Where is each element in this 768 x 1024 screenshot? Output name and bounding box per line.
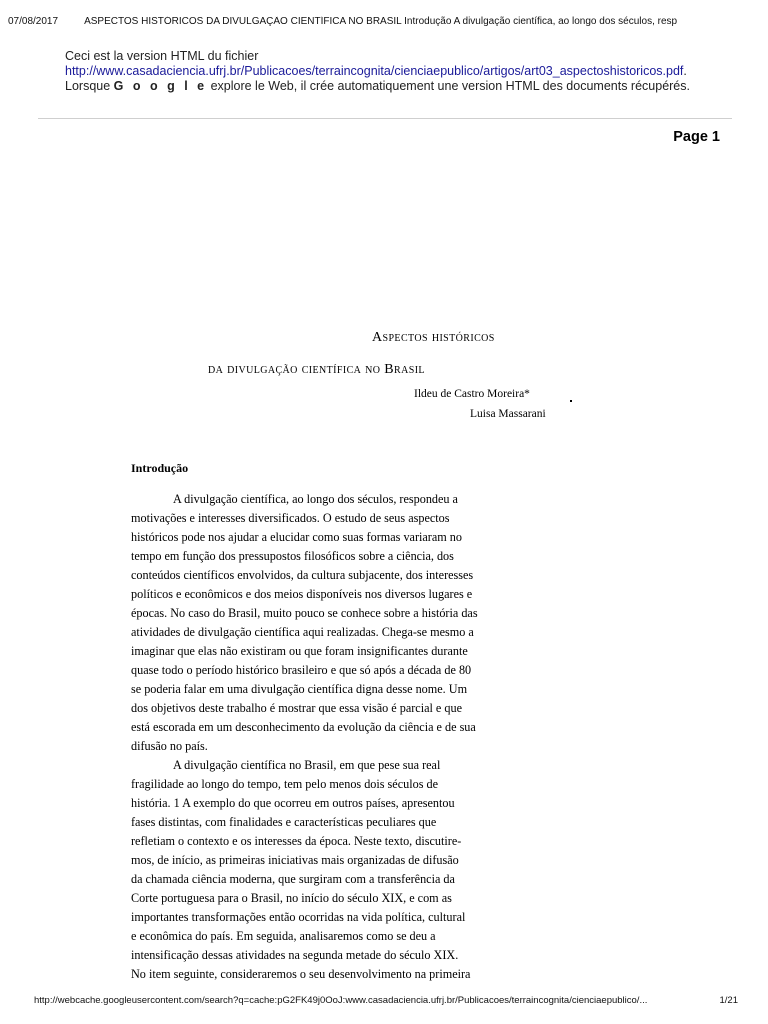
body-line: atividades de divulgação científica aqui realizadas. Chega-se mesmo a (131, 625, 474, 639)
body-line: quase todo o período histórico brasileiro e que só após a década de 80 (131, 663, 472, 677)
print-title: ASPECTOS HISTÓRICOS DA DIVULGAÇÃO CIENTÍFICA NO BRASIL Introdução A divulgação científica, ao longo dos séculos, resp (84, 16, 678, 27)
body-line: dos objetivos deste trabalho é mostrar que essa visão é parcial e que (131, 701, 462, 715)
footer-page-count: 1/21 (719, 995, 738, 1006)
author-name-1: Ildeu de Castro Moreira* (414, 388, 530, 400)
body-line: se poderia falar em uma divulgação científica digna desse nome. Um (131, 682, 468, 696)
link-suffix: . (683, 64, 687, 78)
source-pdf-link[interactable]: http://www.casadaciencia.ufrj.br/Publicacoes/terraincognita/cienciaepublico/artigos/art03_aspectoshistoricos.pdf (65, 64, 684, 78)
footnote-dot (570, 400, 572, 402)
page-label: Page 1 (673, 129, 720, 145)
body-line: motivações e interesses diversificados. O estudo de seus aspectos (131, 511, 450, 525)
author-name-2: Luisa Massarani (470, 408, 546, 420)
document-title-line1: Aspectos históricos (372, 330, 495, 345)
body-line: Corte portuguesa para o Brasil, no início do século XIX, e com as (131, 891, 452, 905)
body-line: históricos pode nos ajudar a elucidar como suas formas variaram no (131, 530, 462, 544)
footer-url: http://webcache.googleusercontent.com/search?q=cache:pG2FK49j0OoJ:www.casadaciencia.ufrj.br/Publicacoes/terraincognita/cienciaepublico/... (34, 995, 648, 1006)
body-line: fragilidade ao longo do tempo, tem pelo menos dois séculos de (131, 777, 438, 791)
body-line: refletiam o contexto e os interesses da época. Neste texto, discutire- (131, 834, 462, 848)
body-line: A divulgação científica, ao longo dos séculos, respondeu a (173, 492, 458, 506)
body-line: da chamada ciência moderna, que surgiram com a transferência da (131, 872, 455, 886)
separator-rule (38, 118, 732, 119)
cache-banner (65, 49, 715, 94)
explanation-text: explore le Web, il crée automatiquement une version HTML des documents récupérés. (210, 79, 690, 93)
body-text (131, 490, 531, 984)
body-line: A divulgação científica no Brasil, em que pese sua real (173, 758, 441, 772)
print-date: 07/08/2017 (8, 16, 59, 27)
document-title-line2: da divulgação científica no Brasil (208, 362, 425, 377)
body-line: mos, de início, as primeiras iniciativas mais organizadas de difusão (131, 853, 459, 867)
lorsque-text: Lorsque (65, 79, 111, 93)
body-line: história. 1 A exemplo do que ocorreu em outros países, apresentou (131, 796, 455, 810)
body-line: conteúdos científicos envolvidos, da cultura subjacente, dos interesses (131, 568, 474, 582)
google-wordmark: G o o g l e (113, 79, 208, 93)
cache-banner-link-line (65, 64, 715, 79)
body-line: fases distintas, com finalidades e características peculiares que (131, 815, 437, 829)
section-heading: Introdução (131, 461, 189, 475)
body-line: difusão no país. (131, 739, 208, 753)
body-line: No item seguinte, consideraremos o seu desenvolvimento na primeira (131, 967, 471, 981)
cache-banner-explanation (65, 79, 715, 94)
body-line: épocas. No caso do Brasil, muito pouco se conhece sobre a história das (131, 606, 478, 620)
body-line: tempo em função dos pressupostos filosóficos sobre a ciência, dos (131, 549, 454, 563)
body-line: políticos e econômicos e dos meios disponíveis nos diversos lugares e (131, 587, 473, 601)
cache-banner-intro: Ceci est la version HTML du fichier (65, 49, 259, 63)
body-line: imaginar que elas não existiram ou que foram insignificantes durante (131, 644, 468, 658)
body-line: e econômica do país. Em seguida, analisaremos como se deu a (131, 929, 436, 943)
body-line: importantes transformações então ocorridas na vida política, cultural (131, 910, 466, 924)
print-header (8, 16, 760, 27)
body-line: intensificação dessas atividades na segunda metade do século XIX. (131, 948, 459, 962)
body-line: está escorada em um desconhecimento da evolução da ciência e de sua (131, 720, 476, 734)
